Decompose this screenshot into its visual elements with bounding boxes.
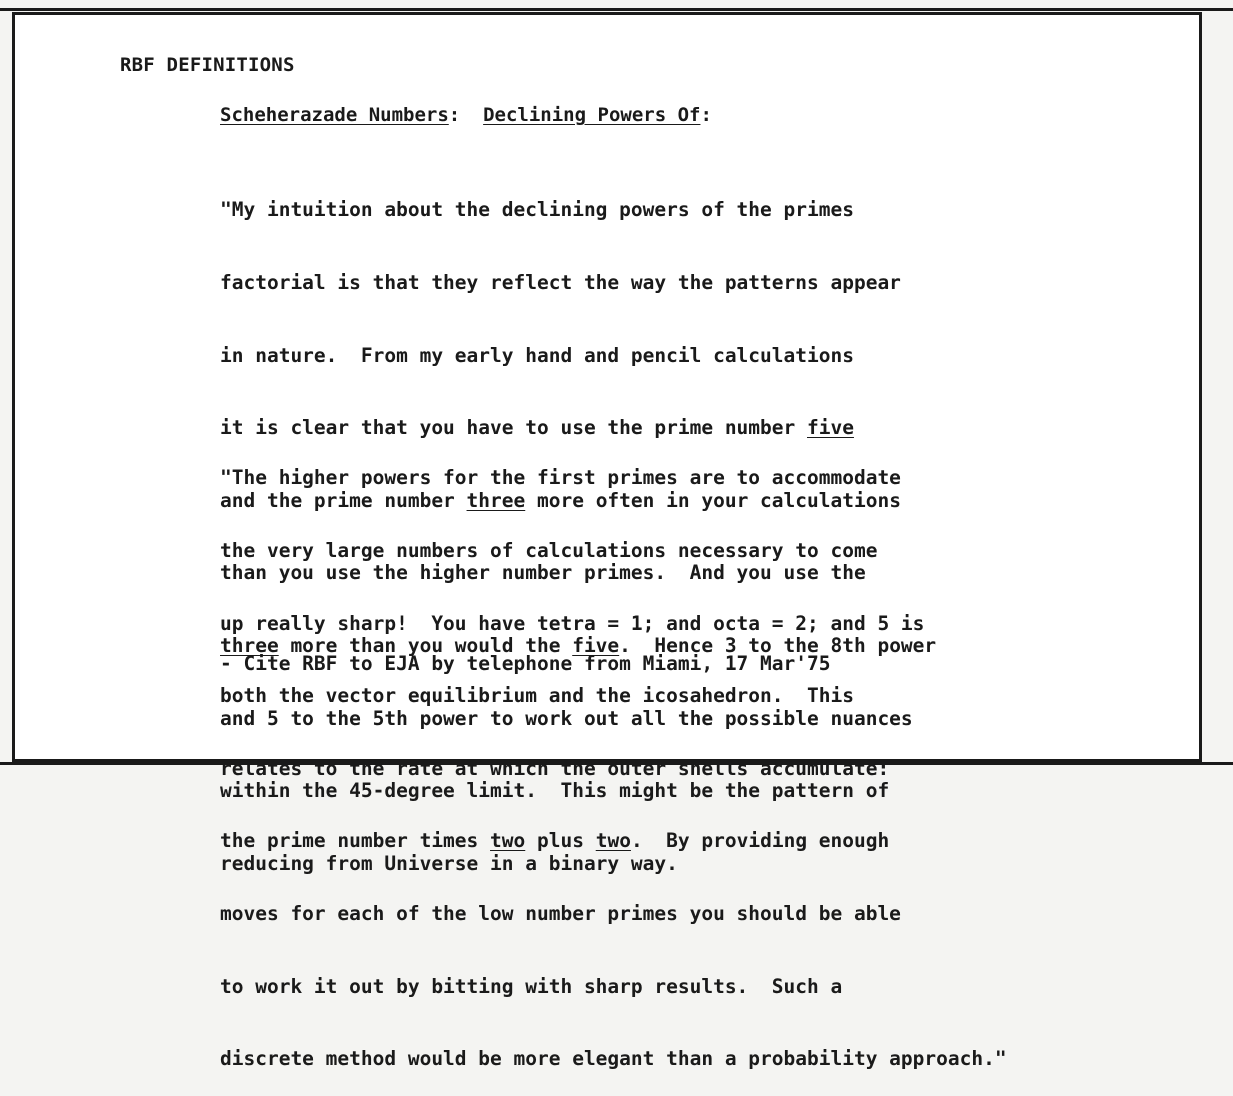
underlined-word: five bbox=[572, 633, 620, 657]
line-text: reducing from Universe in a binary way. bbox=[220, 851, 678, 875]
text-line bbox=[220, 902, 1007, 926]
underlined-word: two bbox=[490, 829, 526, 853]
text-line bbox=[220, 684, 1007, 708]
subterm-title: Declining Powers Of bbox=[483, 104, 701, 126]
line-text: within the 45-degree limit. This might be the pattern of bbox=[220, 779, 890, 803]
top-border-rule bbox=[0, 8, 1233, 11]
quote-paragraph-2 bbox=[220, 418, 1007, 1096]
line-text: both the vector equilibrium and the icosahedron. This bbox=[220, 684, 854, 708]
line-text: plus bbox=[525, 829, 596, 853]
line-text: the very large numbers of calculations necessary to come bbox=[220, 539, 878, 562]
line-text: in nature. From my early hand and pencil calculations bbox=[220, 343, 854, 367]
line-text: to work it out by bitting with sharp results. Such a bbox=[220, 974, 843, 998]
underlined-word: three bbox=[220, 633, 279, 657]
line-text: more often in your calculations bbox=[525, 488, 901, 512]
text-line bbox=[220, 466, 1007, 490]
text-line bbox=[220, 271, 936, 295]
text-line bbox=[220, 539, 1007, 563]
line-text: relates to the rate at which the outer shells accumulate: bbox=[220, 756, 890, 780]
line-text: up really sharp! You have tetra = 1; and octa = 2; and 5 is bbox=[220, 611, 925, 635]
line-text: it is clear that you have to use the prime number bbox=[220, 416, 807, 440]
subterm-colon: : bbox=[700, 104, 712, 126]
text-line bbox=[220, 612, 1007, 636]
line-text: . Hence 3 to the 8th power bbox=[619, 633, 937, 657]
underlined-word: three bbox=[466, 488, 526, 512]
text-line bbox=[220, 975, 1007, 999]
line-text: factorial is that they reflect the way the patterns appear bbox=[220, 271, 901, 294]
definition-subheading bbox=[220, 104, 712, 126]
term-title: Scheherazade Numbers bbox=[220, 104, 449, 126]
text-line bbox=[220, 198, 936, 222]
term-separator: : bbox=[448, 104, 484, 126]
line-text: moves for each of the low number primes you should be able bbox=[220, 901, 901, 925]
line-text: . By providing enough bbox=[630, 829, 890, 853]
line-text: and the prime number bbox=[220, 488, 467, 512]
text-line bbox=[220, 1047, 1007, 1071]
line-text: the prime number times bbox=[220, 829, 491, 853]
line-text: than you use the higher number primes. And you use the bbox=[220, 561, 866, 585]
text-line bbox=[220, 829, 1007, 853]
line-text: "The higher powers for the first primes are to accommodate bbox=[220, 466, 901, 490]
document-heading: RBF DEFINITIONS bbox=[120, 54, 295, 76]
line-text: discrete method would be more elegant than a probability approach." bbox=[220, 1047, 1007, 1071]
line-text: more than you would the bbox=[278, 633, 573, 657]
line-text: "My intuition about the declining powers of the primes bbox=[220, 198, 854, 222]
underlined-word: five bbox=[807, 416, 854, 440]
text-line bbox=[220, 757, 1007, 781]
text-line bbox=[220, 344, 936, 368]
underlined-word: two bbox=[595, 829, 631, 853]
citation-line: - Cite RBF to EJA by telephone from Miami, 17 Mar'75 bbox=[220, 652, 831, 675]
line-text: and 5 to the 5th power to work out all the possible nuances bbox=[220, 706, 913, 730]
